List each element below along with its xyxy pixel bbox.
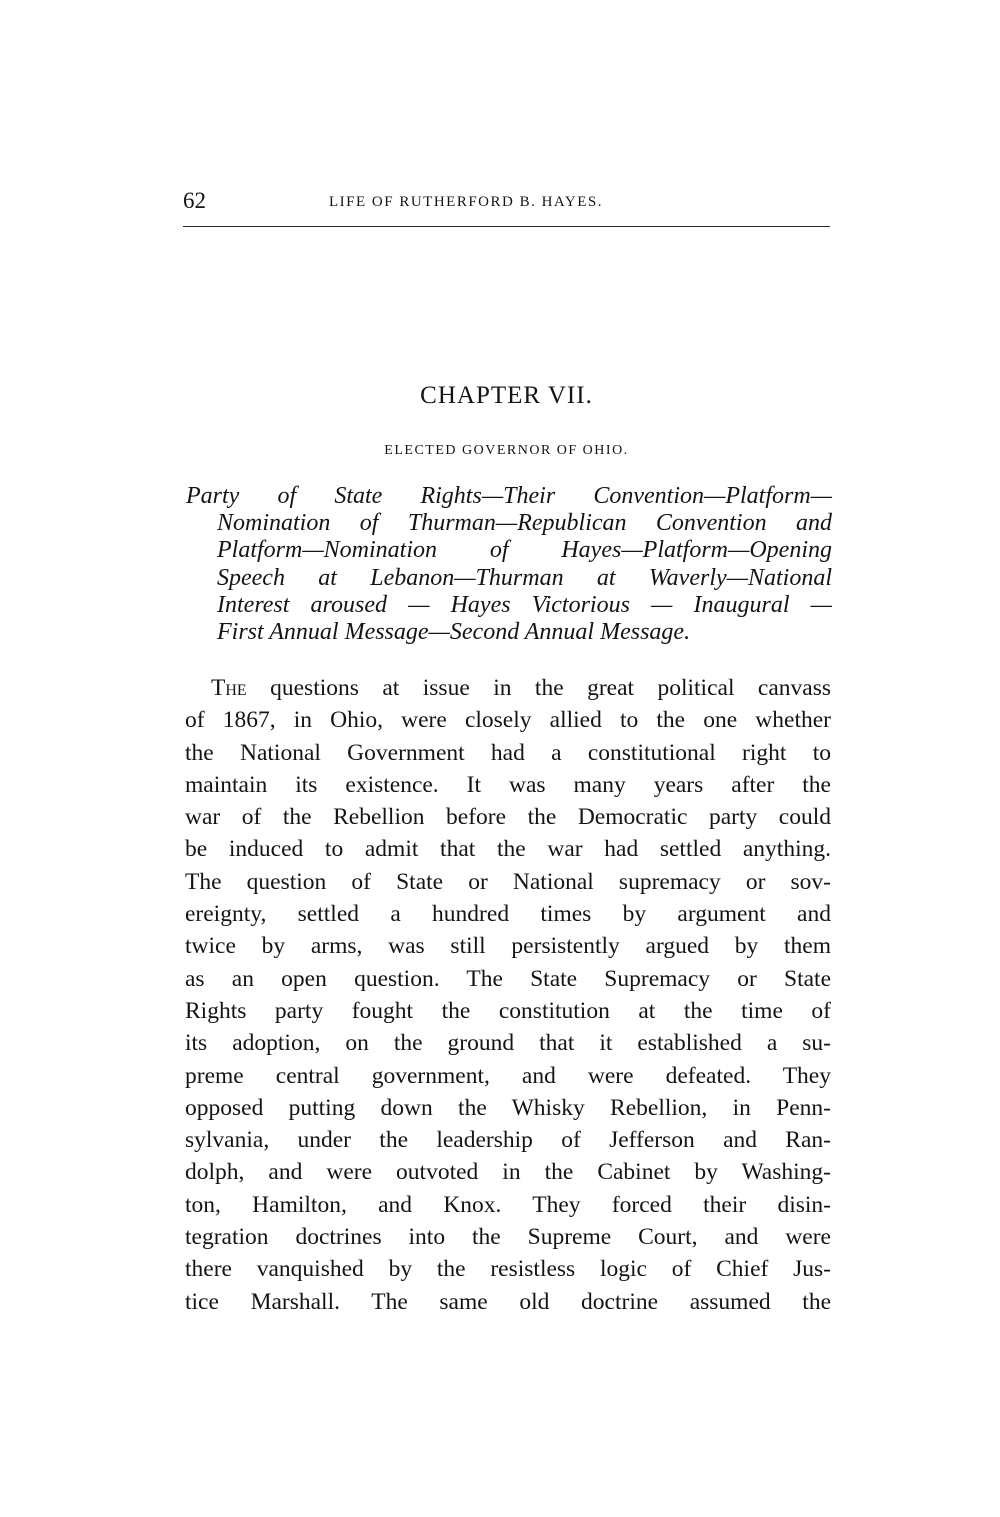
body-line: preme central government, and were defeated. They [185, 1062, 831, 1089]
chapter-title: CHAPTER VII. [420, 382, 593, 409]
header-rule [183, 226, 830, 227]
body-line: of 1867, in Ohio, were closely allied to the one whether [185, 707, 831, 734]
body-line: twice by arms, was still persistently argued by them [185, 933, 831, 960]
body-line: be induced to admit that the war had settled anything. [185, 836, 831, 863]
chapter-subtitle: ELECTED GOVERNOR OF OHIO. [384, 443, 629, 458]
body-line: tegration doctrines into the Supreme Court, and were [185, 1224, 831, 1251]
body-line: war of the Rebellion before the Democratic party could [185, 804, 831, 831]
body-line: The question of State or National supremacy or sov- [185, 868, 831, 895]
body-line: as an open question. The State Supremacy or State [185, 965, 831, 992]
body-line: opposed putting down the Whisky Rebellion, in Penn- [185, 1094, 831, 1121]
body-paragraph [185, 672, 831, 1318]
body-line: there vanquished by the resistless logic of Chief Jus- [185, 1256, 831, 1283]
synopsis-line: First Annual Message—Second Annual Message. [217, 619, 691, 646]
first-line-text: questions at issue in the great political canvass [246, 675, 831, 701]
body-line: the National Government had a constitutional right to [185, 739, 831, 766]
synopsis-line: Nomination of Thurman—Republican Convention and [217, 510, 832, 537]
synopsis-line: Speech at Lebanon—Thurman at Waverly—National [217, 564, 832, 591]
synopsis-line: Platform—Nomination of Hayes—Platform—Opening [217, 537, 832, 564]
synopsis-line: Party of State Rights—Their Convention—Platform— [186, 483, 832, 509]
body-line: dolph, and were outvoted in the Cabinet by Washing- [185, 1159, 831, 1186]
body-line: ton, Hamilton, and Knox. They forced their disin- [185, 1191, 831, 1218]
page-number: 62 [183, 188, 206, 213]
synopsis-line: Interest aroused — Hayes Victorious — Inaugural — [217, 591, 832, 618]
body-line: Rights party fought the constitution at the time of [185, 997, 831, 1024]
body-line: ereignty, settled a hundred times by argument and [185, 901, 831, 928]
body-line: maintain its existence. It was many years after the [185, 771, 831, 798]
running-title: LIFE OF RUTHERFORD B. HAYES. [329, 194, 603, 210]
chapter-synopsis [186, 483, 832, 646]
body-line: its adoption, on the ground that it established a su- [185, 1030, 831, 1057]
body-line: tice Marshall. The same old doctrine assumed the [185, 1288, 831, 1315]
drop-word: The [211, 675, 247, 701]
running-head [183, 186, 830, 216]
body-line [185, 672, 831, 704]
body-line: sylvania, under the leadership of Jefferson and Ran- [185, 1127, 831, 1154]
